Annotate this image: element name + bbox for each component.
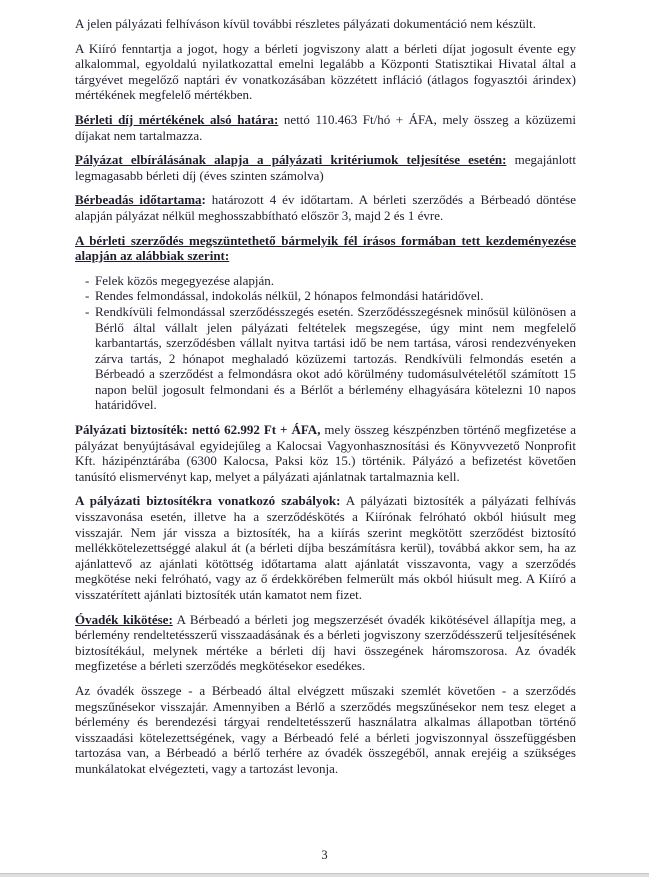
page-edge-divider — [0, 873, 649, 877]
text-run: A jelen pályázati felhíváson kívül további részletes pályázati dokumentáció nem készült. — [75, 16, 536, 31]
text-run: határozott 4 év időtartam. A bérleti szerződés a Bérbeadó döntése alapján pályázat nélkül meghosszabbítható először 3, majd 2 és 1 évre. — [75, 192, 576, 223]
document-content — [75, 16, 576, 786]
bullet-list — [75, 273, 576, 413]
text-run: nettó 110.463 Ft/hó + ÁFA, mely összeg a közüzemi díjakat nem tartalmazza. — [75, 111, 577, 143]
paragraph — [75, 683, 576, 777]
paragraph — [75, 41, 576, 103]
paragraph — [75, 422, 576, 484]
bold-run: Pályázati biztosíték: nettó 62.992 Ft + ÁFA, — [75, 422, 321, 438]
list-item-text: Felek közös megegyezése alapján. — [95, 272, 275, 288]
list-item — [75, 273, 576, 289]
list-marker: - — [85, 288, 90, 304]
heading-run: Pályázat elbírálásának alapja a pályázati kritériumok teljesítése esetén: — [75, 152, 507, 168]
list-item-text: Rendkívüli felmondással szerződésszegés esetén. Szerződésszegésnek minősül különösen a Bérlő által vállalt jelen pályázati feltételek megszegése, úgy mint nem megfelelő karbantartás, szerződésben vállalt nyitva tartási idő be nem tartása, városi rendezvényeken zárva tartás, 2 hónapot meghaladó közüzemi tartozás. Rendkívüli felmondás esetén a Bérbeadó a szerződést a felmondásra okot adó körülmény tudomásulvételétől számított 15 napon belül jogosult felmondani és a Bérlőt a bérlemény elhagyására kötelezni 10 napos határidővel. — [95, 303, 576, 413]
bold-run: : — [201, 192, 206, 208]
heading-run: Bérleti díj mértékének alsó határa: — [75, 111, 279, 127]
paragraph — [75, 192, 576, 223]
list-marker: - — [85, 303, 90, 319]
list-item — [75, 288, 576, 304]
text-run: mely összeg készpénzben történő megfizetése a pályázat benyújtásával egyidejűleg a Kalocsai Vagyonhasznosítási és Könyvvezető Nonprofit Kft. házipénztárába (6300 Kalocsa, Paksi köz 15.) történik. Pályázó a befizetést követően tanúsító elismervényt kap, melyet a pályázati ajánlatnak tartalmaznia kell. — [75, 422, 577, 484]
paragraph — [75, 493, 576, 602]
bold-run: A pályázati biztosítékra vonatkozó szabályok: — [75, 493, 341, 509]
heading-run: Óvadék kikötése: — [75, 611, 173, 627]
text-run: A Bérbeadó a bérleti jog megszerzését óvadék kikötésével állapítja meg, a bérlemény rendeltetésszerű visszaadásának és a bérleti jogviszony szerződésszerű teljesítésének biztosítékául, melynek mértéke a bérleti díj havi összegének háromszorosa. Az óvadék megfizetése a bérleti szerződés megkötésekor esedékes. — [75, 611, 576, 674]
text-run: Az óvadék összege - a Bérbeadó által elvégzett műszaki szemlét követően - a szerződés megszűnésekor visszajár. Amennyiben a Bérlő a szerződés megszűnésekor nem tesz eleget a bérlemény és berendezési tárgyai rendeltetésszerű használatra alkalmas állapotban történő visszaadási kötelezettségének, vagy a Bérbeadó felé a bérleti jogviszonnyal összefüggésben tartozása van, a Bérbeadó a bérlő terhére az óvadék összegéből, annak erejéig a szükséges munkálatokat elvégezteti, vagy a tartozást levonja. — [75, 682, 576, 776]
page-number: 3 — [321, 848, 328, 862]
list-item-text: Rendes felmondással, indokolás nélkül, 2 hónapos felmondási határidővel. — [95, 288, 484, 304]
paragraph — [75, 152, 576, 183]
heading-run: Bérbeadás időtartama — [75, 192, 202, 208]
text-run: A Kiíró fenntartja a jogot, hogy a bérleti jogviszony alatt a bérleti díjat jogosult évente egy alkalommal, egyoldalú nyilatkozattal emelni legalább a Központi Statisztikai Hivatal által a tárgyévet megelőző naptári év vonatkozásában közzétett infláció (átlagos fogyasztói árindex) mértékének megfelelő mértékben. — [75, 40, 576, 103]
list-item — [75, 304, 576, 413]
text-run: A pályázati biztosíték a pályázati felhívás visszavonása esetén, illetve ha a szerződéskötés a Kiírónak felróható okból hiúsult meg visszajár. Nem jár vissza a biztosíték, ha a kiírás szerint megkötött szerződést biztosító mellékkötelezettséggé alakul át (a bérleti díjba beszámításra kerül), továbbá akkor sem, ha az ajánlattevő az ajánlati kötöttség időtartama alatt ajánlatát visszavonta, vagy a szerződés megkötése neki felróható, vagy az ő érdekkörében felmerült más okból hiúsult meg. A Kiíró a visszatérített ajánlati biztosíték után kamatot nem fizet. — [75, 493, 576, 602]
paragraph — [75, 16, 576, 32]
text-run: megajánlott legmagasabb bérleti díj (éves szinten számolva) — [75, 152, 576, 183]
list-marker: - — [85, 272, 90, 288]
paragraph — [75, 112, 576, 143]
paragraph — [75, 612, 576, 674]
heading-run: A bérleti szerződés megszüntethető bármelyik fél írásos formában tett kezdeményezése alapján az alábbiak szerint: — [75, 232, 576, 264]
paragraph — [75, 233, 576, 264]
